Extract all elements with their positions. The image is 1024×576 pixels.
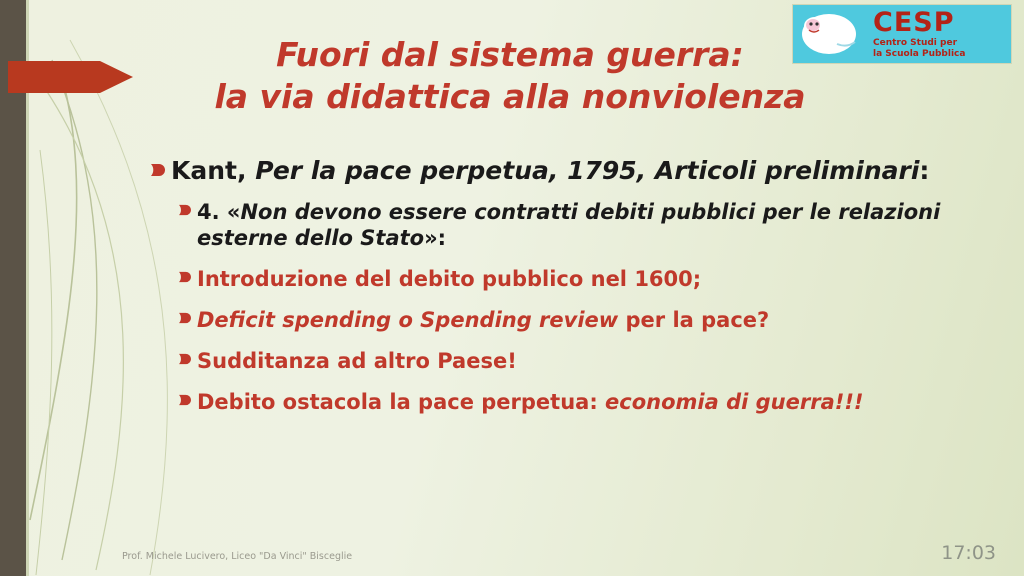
- page-title-line2: la via didattica alla nonviolenza: [214, 77, 806, 117]
- bullet-marker-icon: [178, 271, 192, 283]
- bullet-deficit-spending-text: [197, 307, 980, 334]
- bullet-quote-article-4: [178, 199, 980, 253]
- clock: 17:03: [941, 542, 996, 564]
- bullet-marker-icon: [178, 353, 192, 365]
- bullet-debito-ostacola-text: [197, 389, 980, 416]
- bullet-marker-icon: [178, 204, 192, 216]
- cesp-logo-subtitle: [873, 38, 1011, 59]
- bullet-main-text: [171, 156, 980, 187]
- bullet-main-part2: Per la pace perpetua, 1795, Articoli preliminari: [255, 156, 920, 185]
- slide-content: [150, 156, 980, 422]
- cesp-logo-text: [871, 9, 1011, 59]
- bullet-sub-4-part1: Debito ostacola la pace perpetua:: [197, 389, 606, 414]
- bullet-sub-0-part3: »:: [424, 226, 447, 251]
- bullet-debito-pubblico-1600-text: [197, 266, 980, 293]
- bullet-main-part1: Kant,: [171, 156, 256, 185]
- bullet-debito-ostacola: [178, 389, 980, 416]
- bullet-sub-0-part1: 4. «: [197, 199, 241, 224]
- bullet-marker-icon: [150, 163, 166, 177]
- bullet-deficit-spending: [178, 307, 980, 334]
- page-title-line1: Fuori dal sistema guerra:: [276, 35, 744, 74]
- cesp-logo-subtitle-line1: Centro Studi per: [873, 38, 958, 49]
- bullet-sub-4-part2: economia di guerra!!!: [605, 389, 864, 414]
- bullet-main: [150, 156, 980, 187]
- bullet-sub-2-part3: per la pace?: [618, 308, 770, 333]
- bullet-sub-1-part1: Introduzione del debito pubblico nel 1600;: [197, 267, 702, 292]
- cesp-logo-subtitle-line2: la Scuola Pubblica: [873, 48, 966, 59]
- bullet-sub-2-part2: Deficit spending o Spending review: [197, 308, 619, 333]
- cesp-logo-title: CESP: [873, 7, 955, 39]
- page-title: [150, 34, 870, 118]
- footer-author-note: Prof. Michele Lucivero, Liceo "Da Vinci" Bisceglie: [122, 551, 353, 562]
- red-arrow-decoration: [8, 55, 133, 99]
- bullet-quote-article-4-text: [197, 199, 980, 253]
- bullet-marker-icon: [178, 312, 192, 324]
- bullet-debito-pubblico-1600: [178, 266, 980, 293]
- bullet-sudditanza-text: [197, 348, 980, 375]
- bullet-main-part3: :: [919, 156, 930, 185]
- bullet-sub-0-part2: Non devono essere contratti debiti pubblici per le relazioni esterne dello Stato: [197, 199, 941, 251]
- bullet-sub-3-part1: Sudditanza ad altro Paese!: [197, 349, 517, 373]
- bullet-marker-icon: [178, 394, 192, 406]
- bullet-sudditanza: [178, 348, 980, 375]
